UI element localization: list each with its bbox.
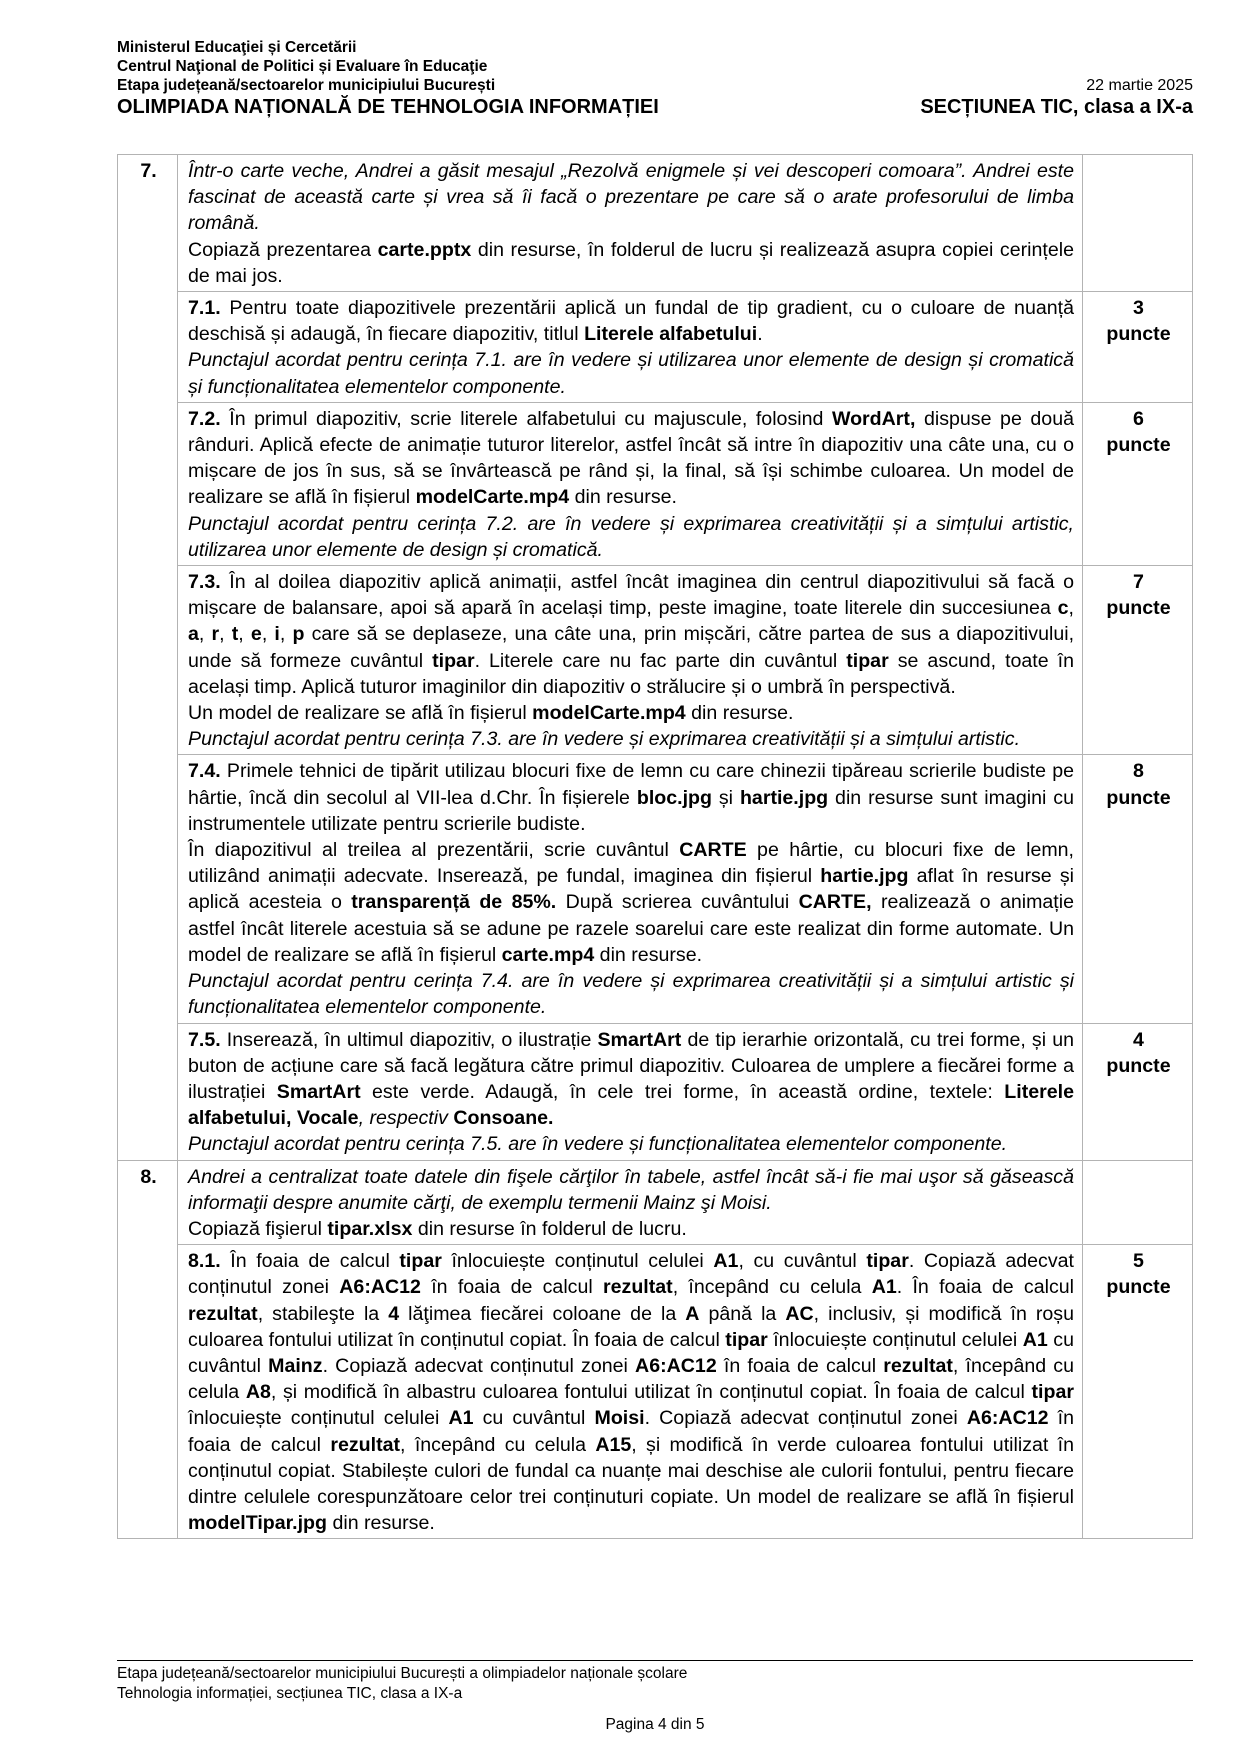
page-number: Pagina 4 din 5	[605, 1716, 705, 1733]
task-7-2-note: Punctajul acordat pentru cerința 7.2. are în vedere și exprimarea creativității și a simțului artistic, utilizarea unor elemente de design și cromatică.	[188, 512, 1074, 561]
task-7-5-points: 4 puncte	[1083, 1023, 1193, 1160]
task-7-3-note: Punctajul acordat pentru cerința 7.3. are în vedere și exprimarea creativității și a simțului artistic.	[188, 728, 1021, 751]
stage-row	[117, 76, 1193, 95]
q8-instruction: Copiază fişierul tipar.xlsx din resurse în folderul de lucru.	[188, 1217, 687, 1240]
task-7-1-note: Punctajul acordat pentru cerința 7.1. are în vedere și utilizarea unor elemente de design și cromatică și funcționalitatea elementelor componente.	[188, 349, 1074, 398]
task-7-2-points: 6 puncte	[1083, 402, 1193, 565]
task-7-4: 7.4. Primele tehnici de tipărit utilizau blocuri fixe de lemn cu care chinezii tipăreau scrierile budiste pe hârtie, încă din secolul al VII-lea d.Chr. În fișierele bloc.jpg și hartie.jpg din resurse sunt imagini cu instrumentele utilizate pentru scrierile budiste. În diapozitivul al treilea al prezentării, scrie cuvântul CARTE pe hârtie, cu blocuri fixe de lemn, utilizând animații adecvate. Inserează, pe fundal, imaginea din fișierul hartie.jpg aflat în resurse și aplică acesteia o transparență de 85%. După scrierea cuvântului CARTE, realizează o animație astfel încât literele acestuia să se adune pe razele soarelui care este realizat din forme automate. Un model de realizare se află în fișierul carte.mp4 din resurse. Punctajul acordat pentru cerința 7.4. are în vedere și exprimarea creativității și a simțului artistic și funcționalitatea elementelor componente.	[178, 755, 1083, 1023]
problems-table	[117, 154, 1193, 1539]
section-title: SECȚIUNEA TIC, clasa a IX-a	[920, 96, 1193, 118]
task-7-5-row	[118, 1023, 1193, 1160]
q7-intro	[178, 155, 1083, 292]
task-8-1-points: 5 puncte	[1083, 1245, 1193, 1539]
footer-rule	[117, 1660, 1193, 1661]
q8-number: 8.	[118, 1160, 178, 1245]
task-7-2-row	[118, 402, 1193, 565]
task-7-1: 7.1. Pentru toate diapozitivele prezentării aplică un fundal de tip gradient, cu o culoare de nuanță deschisă și adaugă, în fiecare diapozitiv, titlul Literele alfabetului. Punctajul acordat pentru cerința 7.1. are în vedere și utilizarea unor elemente de design și cromatică și funcționalitatea elementelor componente.	[178, 292, 1083, 403]
title-row	[117, 95, 1193, 119]
exam-date: 22 martie 2025	[1086, 77, 1193, 94]
q7-intro-row	[118, 155, 1193, 292]
q7-story: Într-o carte veche, Andrei a găsit mesajul „Rezolvă enigmele și vei descoperi comoara”. Andrei este fascinat de această carte și vrea să îi facă o prezentare pe care să o arate profesorului de limba română.	[188, 160, 1074, 235]
task-7-3-points: 7 puncte	[1083, 566, 1193, 755]
olympiad-title: OLIMPIADA NAȚIONALĂ DE TEHNOLOGIA INFORMAȚIEI	[117, 96, 659, 118]
center-name: Centrul Naţional de Politici și Evaluare în Educaţie	[117, 58, 488, 75]
task-7-4-points: 8 puncte	[1083, 755, 1193, 1023]
task-7-5-note: Punctajul acordat pentru cerința 7.5. are în vedere și funcționalitatea elementelor componente.	[188, 1133, 1008, 1156]
task-7-5: 7.5. Inserează, în ultimul diapozitiv, o ilustrație SmartArt de tip ierarhie orizontală, cu trei forme, și un buton de acțiune care să facă legătura către primul diapozitiv. Culoarea de umplere a fiecărei forme a ilustrației SmartArt este verde. Adaugă, în cele trei forme, în această ordine, textele: Literele alfabetului, Vocale, respectiv Consoane. Punctajul acordat pentru cerința 7.5. are în vedere și funcționalitatea elementelor componente.	[178, 1023, 1083, 1160]
task-7-3: 7.3. În al doilea diapozitiv aplică animații, astfel încât imaginea din centrul diapozitivului să facă o mișcare de balansare, apoi să apară în același timp, peste imagine, toate literele din succesiunea c, a, r, t, e, i, p care să se deplaseze, una câte una, prin mișcări, către partea de sus a diapozitivului, unde să formeze cuvântul tipar. Literele care nu fac parte din cuvântul tipar se ascund, toate în același timp. Aplică tuturor imaginilor din diapozitiv o strălucire și o umbră în perspectivă. Un model de realizare se află în fișierul modelCarte.mp4 din resurse. Punctajul acordat pentru cerința 7.3. are în vedere și exprimarea creativității și a simțului artistic.	[178, 566, 1083, 755]
task-7-2: 7.2. În primul diapozitiv, scrie literele alfabetului cu majuscule, folosind WordArt, dispuse pe două rânduri. Aplică efecte de animație tuturor literelor, astfel încât să intre în diapozitiv una câte una, cu o mișcare de jos în sus, să se învârtească pe rând și, la final, să își schimbe culoarea. Un model de realizare se află în fișierul modelCarte.mp4 din resurse. Punctajul acordat pentru cerința 7.2. are în vedere și exprimarea creativității și a simțului artistic, utilizarea unor elemente de design și cromatică.	[178, 402, 1083, 565]
page-footer	[117, 1660, 1193, 1734]
q8-story: Andrei a centralizat toate datele din fişele cărţilor în tabele, astfel încât să-i fie mai uşor să găsească informaţii despre anumite cărţi, de exemplu termenii Mainz şi Moisi.	[188, 1165, 1074, 1214]
footer-stage: Etapa județeană/sectoarelor municipiului București a olimpiadelor naționale școlare	[117, 1665, 688, 1682]
ministry-name: Ministerul Educaţiei și Cercetării	[117, 39, 357, 56]
q7-instruction: Copiază prezentarea carte.pptx din resurse, în folderul de lucru și realizează asupra copiei cerințele de mai jos.	[188, 238, 1074, 287]
q7-intro-points	[1083, 155, 1193, 292]
task-7-4-row	[118, 755, 1193, 1023]
q7-number: 7.	[118, 155, 178, 292]
stage-name: Etapa județeană/sectoarelor municipiului București	[117, 77, 496, 94]
footer-subject: Tehnologia informației, secțiunea TIC, clasa a IX-a	[117, 1685, 463, 1702]
q8-intro-row	[118, 1160, 1193, 1245]
task-7-1-row	[118, 292, 1193, 403]
task-7-4-note: Punctajul acordat pentru cerința 7.4. are în vedere și exprimarea creativității și a simțului artistic și funcționalitatea elementelor componente.	[188, 970, 1074, 1019]
task-8-1-row	[118, 1245, 1193, 1539]
task-7-3-row	[118, 566, 1193, 755]
page-header	[117, 38, 1193, 119]
task-7-1-points: 3 puncte	[1083, 292, 1193, 403]
task-8-1: 8.1. În foaia de calcul tipar înlocuiește conținutul celulei A1, cu cuvântul tipar. Copiază adecvat conținutul zonei A6:AC12 în foaia de calcul rezultat, începând cu celula A1. În foaia de calcul rezultat, stabileşte la 4 lăţimea fiecărei coloane de la A până la AC, inclusiv, și modifică în roșu culoarea fontului utilizat în conținutul copiat. În foaia de calcul tipar înlocuiește conținutul celulei A1 cu cuvântul Mainz. Copiază adecvat conținutul zonei A6:AC12 în foaia de calcul rezultat, începând cu celula A8, și modifică în albastru culoarea fontului utilizat în conținutul copiat. În foaia de calcul tipar înlocuiește conținutul celulei A1 cu cuvântul Moisi. Copiază adecvat conținutul zonei A6:AC12 în foaia de calcul rezultat, începând cu celula A15, și modifică în verde culoarea fontului utilizat în conținutul copiat. Stabilește culori de fundal ca nuanțe mai deschise ale culorii fontului, pentru fiecare dintre celulele corespunzătoare celor trei conținuturi copiate. Un model de realizare se află în fișierul modelTipar.jpg din resurse.	[178, 1245, 1083, 1539]
q8-intro	[178, 1160, 1083, 1245]
